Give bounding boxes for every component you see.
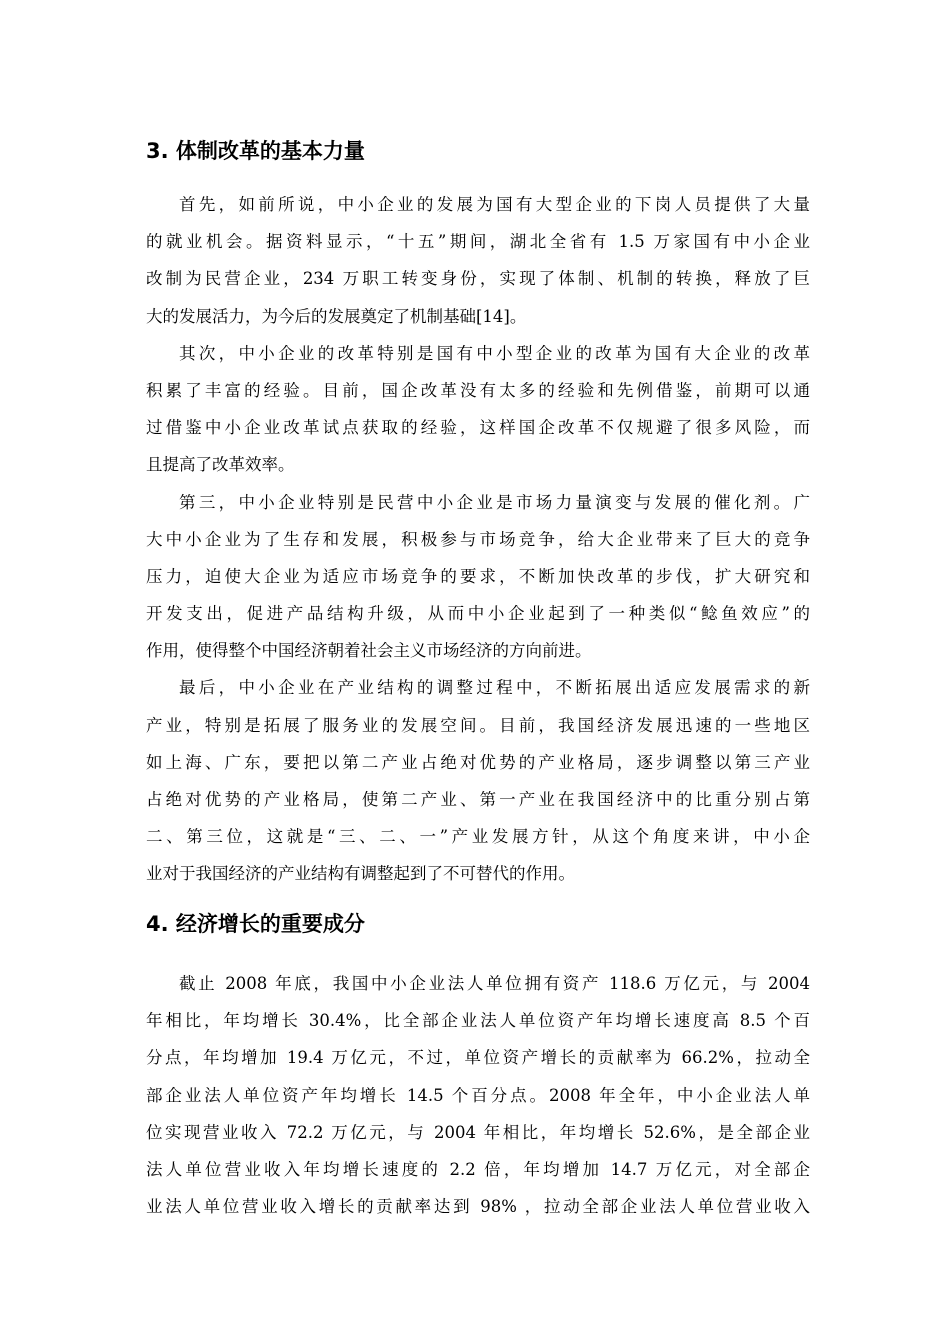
paragraph-2-line-4: 且提高了改革效率。 <box>146 455 295 475</box>
section-3-heading: 3. 体制改革的基本力量 <box>146 139 365 163</box>
paragraph-2-line-1: 其次，中小企业的改革特别是国有中小型企业的改革为国有大企业的改革 <box>179 343 810 363</box>
paragraph-5-line-3: 分点，年均增加 19.4 万亿元，不过，单位资产增长的贡献率为 66.2%，拉动全 <box>146 1048 810 1068</box>
paragraph-5-line-6: 法人单位营业收入年均增长速度的 2.2 倍，年均增加 14.7 万亿元，对全部企 <box>146 1159 810 1179</box>
paragraph-1-line-4: 大的发展活力，为今后的发展奠定了机制基础[14]。 <box>146 306 527 326</box>
paragraph-1-line-2: 的就业机会。据资料显示，“十五”期间，湖北全省有 1.5 万家国有中小企业 <box>146 232 810 252</box>
paragraph-4-line-1: 最后，中小企业在产业结构的调整过程中，不断拓展出适应发展需求的新 <box>179 678 810 698</box>
paragraph-4-line-3: 如上海、广东，要把以第二产业占绝对优势的产业格局，逐步调整以第三产业 <box>146 752 810 772</box>
paragraph-4-line-2: 产业，特别是拓展了服务业的发展空间。目前，我国经济发展迅速的一些地区 <box>146 715 810 735</box>
paragraph-5-line-1: 截止 2008 年底，我国中小企业法人单位拥有资产 118.6 万亿元，与 2004 <box>179 974 810 993</box>
paragraph-3-line-1: 第三，中小企业特别是民营中小企业是市场力量演变与发展的催化剂。广 <box>179 492 810 512</box>
paragraph-4-line-4: 占绝对优势的产业格局，使第二产业、第一产业在我国经济中的比重分别占第 <box>146 790 810 809</box>
paragraph-5-line-4: 部企业法人单位资产年均增长 14.5 个百分点。2008 年全年，中小企业法人单 <box>146 1085 810 1105</box>
paragraph-5-line-5: 位实现营业收入 72.2 万亿元，与 2004 年相比，年均增长 52.6%，是全部企业 <box>146 1122 810 1142</box>
paragraph-3-line-4: 开发支出，促进产品结构升级，从而中小企业起到了一种类似“鲶鱼效应”的 <box>146 604 810 624</box>
paragraph-1-line-3: 改制为民营企业，234 万职工转变身份，实现了体制、机制的转换，释放了巨 <box>146 269 810 289</box>
section-3-body <box>146 186 810 893</box>
paragraph-5-line-7: 业法人单位营业收入增长的贡献率达到 98% ，拉动全部企业法人单位营业收入 <box>146 1197 810 1217</box>
paragraph-2-line-2: 积累了丰富的经验。目前，国企改革没有太多的经验和先例借鉴，前期可以通 <box>146 380 810 400</box>
paragraph-3-line-3: 压力，迫使大企业为适应市场竞争的要求，不断加快改革的步伐，扩大研究和 <box>146 566 810 586</box>
paragraph-2-line-3: 过借鉴中小企业改革试点获取的经验，这样国企改革不仅规避了很多风险，而 <box>146 418 810 438</box>
paragraph-1-line-1: 首先，如前所说，中小企业的发展为国有大型企业的下岗人员提供了大量 <box>179 195 810 214</box>
paragraph-3-line-5: 作用，使得整个中国经济朝着社会主义市场经济的方向前进。 <box>146 641 592 661</box>
paragraph-5-line-2: 年相比，年均增长 30.4%，比全部企业法人单位资产年均增长速度高 8.5 个百 <box>146 1011 810 1031</box>
section-4-heading: 4. 经济增长的重要成分 <box>146 912 365 936</box>
paragraph-4-line-5: 二、第三位，这就是“三、二、一”产业发展方针，从这个角度来讲，中小企 <box>146 827 810 847</box>
section-4-body <box>146 965 810 1225</box>
paragraph-4-line-6: 业对于我国经济的产业结构有调整起到了不可替代的作用。 <box>146 864 575 884</box>
paragraph-3-line-2: 大中小企业为了生存和发展，积极参与市场竞争，给大企业带来了巨大的竞争 <box>146 529 810 549</box>
